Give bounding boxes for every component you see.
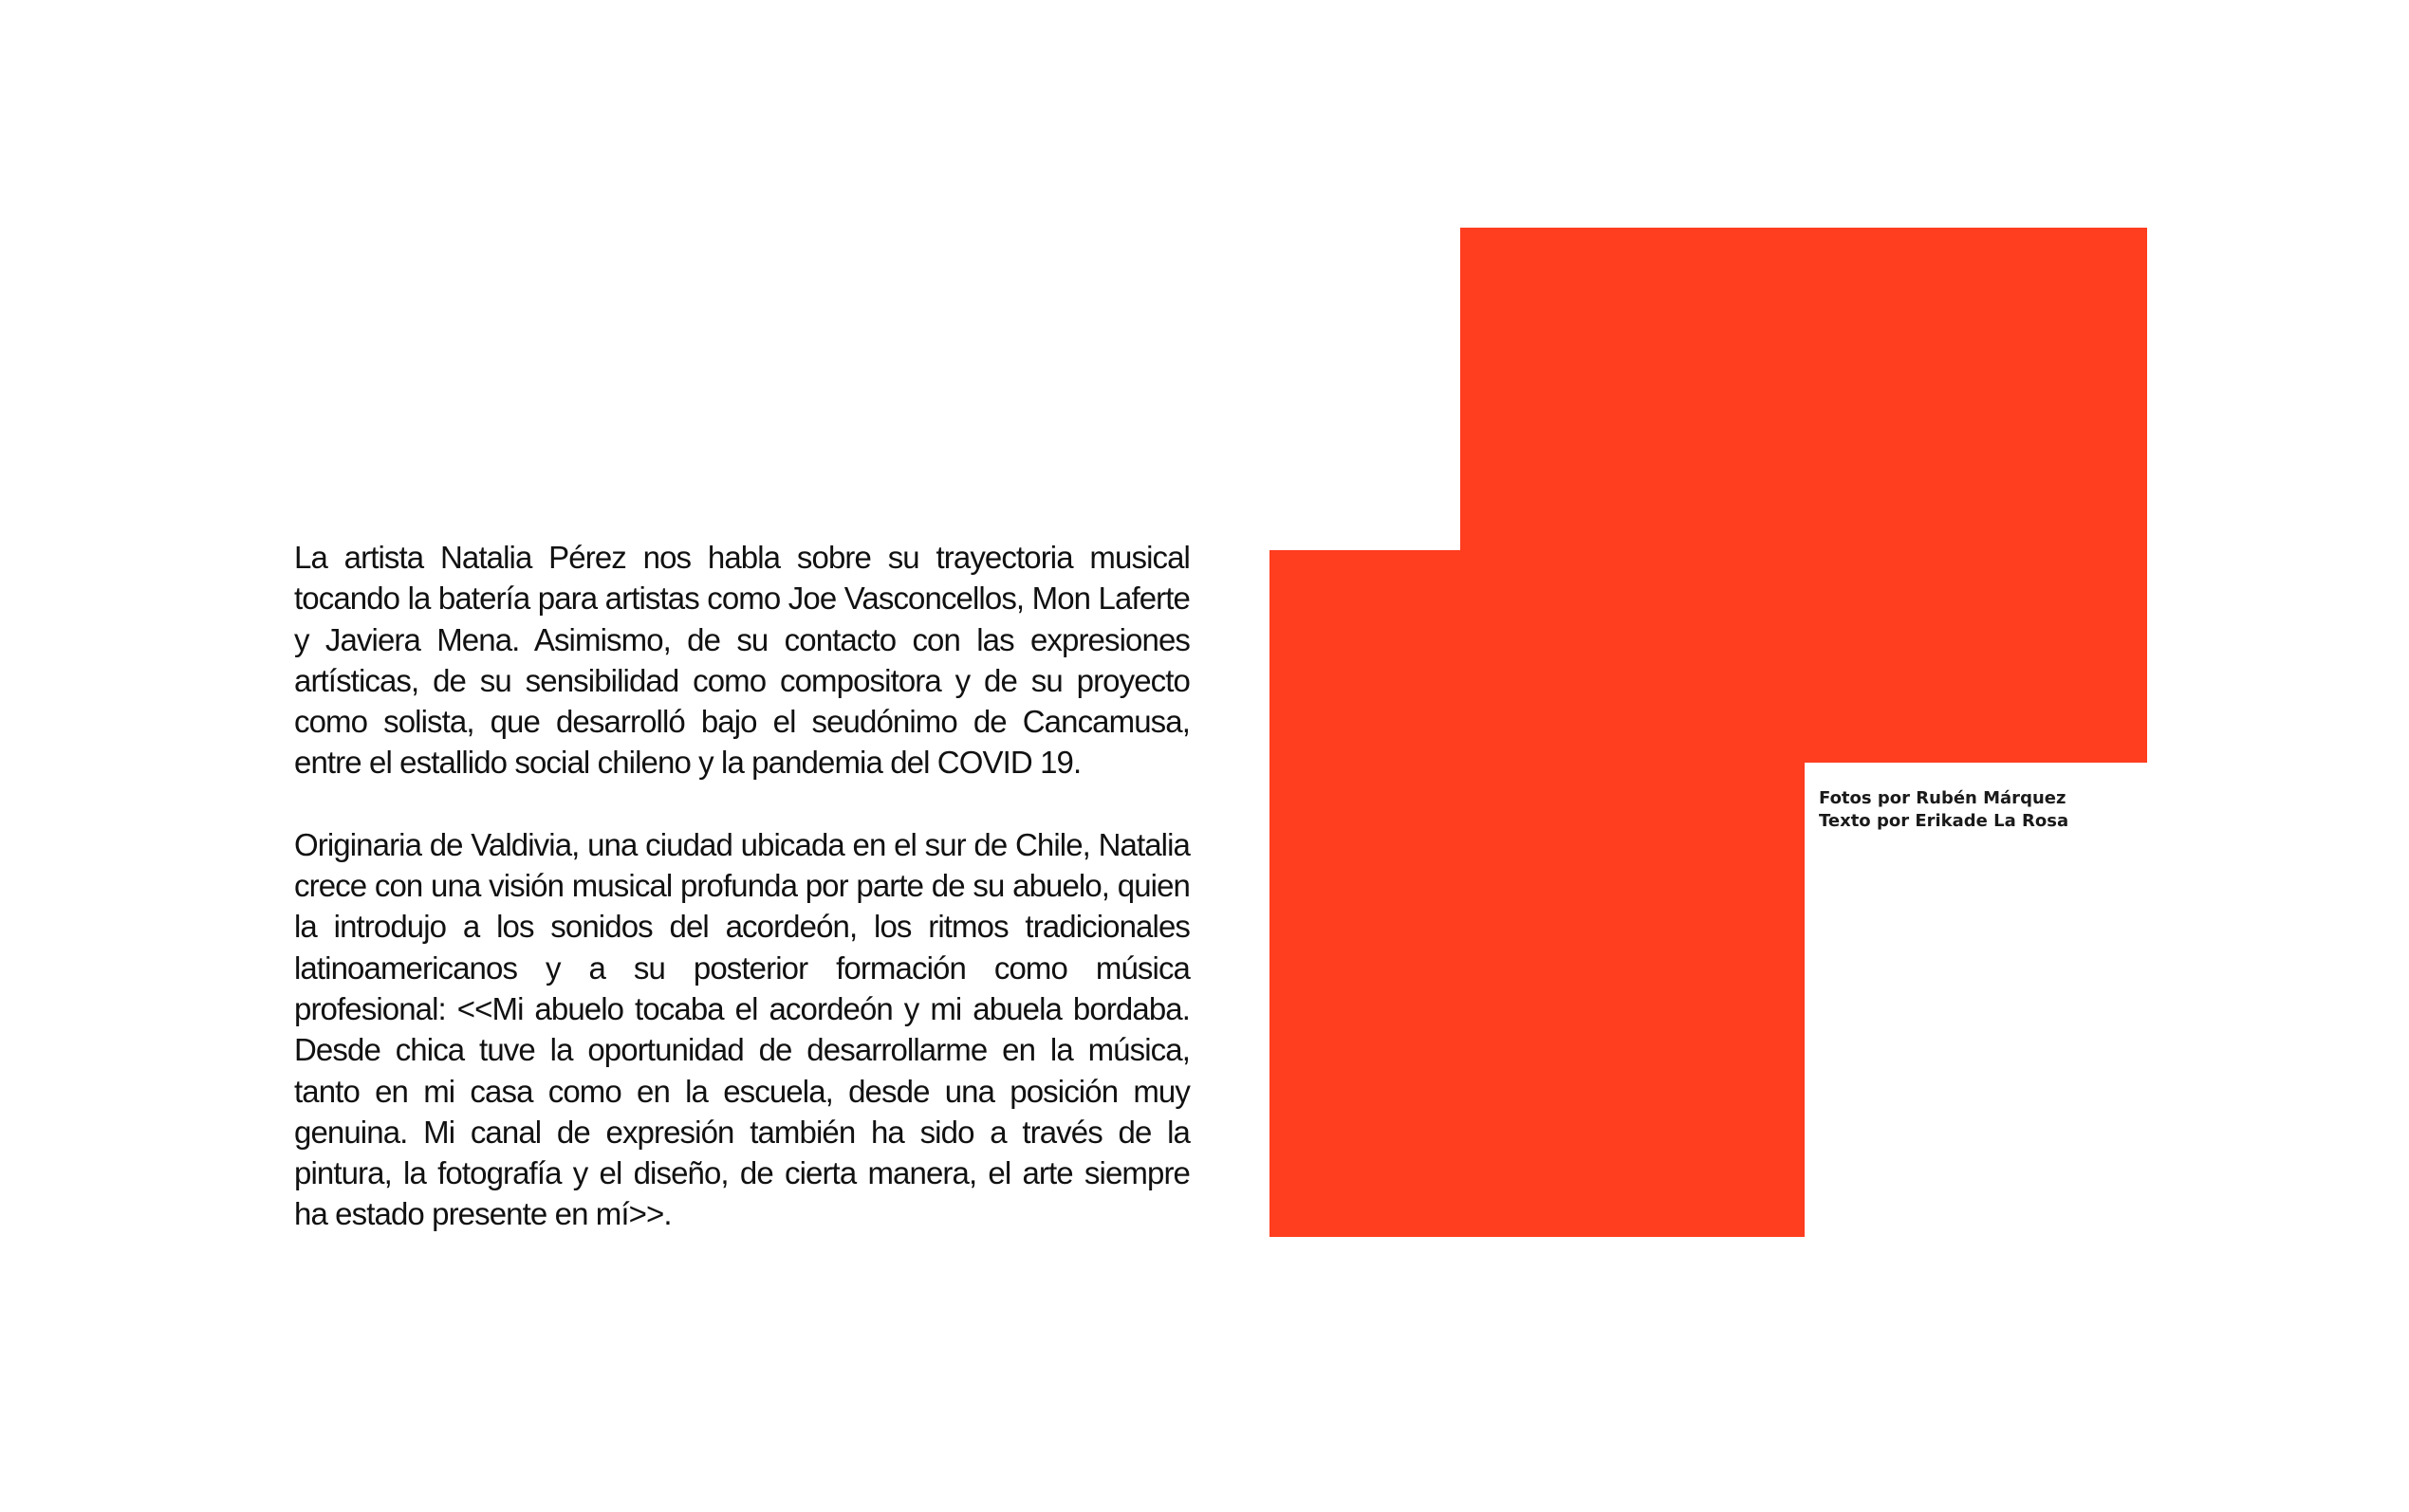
article-paragraph-origin: Originaria de Valdivia, una ciudad ubicada en el sur de Chile, Natalia crece con una visión musical profunda por parte de su abuelo, quien la introdujo a los sonidos del acordeón, los ritmos tradicionales latinoamericanos y a su posterior formación como música profesional: <<Mi abuelo tocaba el acordeón y mi abuela bordaba. Desde chica tuve la oportunidad de desarrollarme en la música, tanto en mi casa como en la escuela, desde una posición muy genuina. Mi canal de expresión también ha sido a través de la pintura, la fotografía y el diseño, de cierta manera, el arte siempre ha estado presente en mí>>. — [294, 826, 1190, 1232]
text-credit: Texto por Erikade La Rosa — [1819, 811, 2069, 831]
photo-credit: Fotos por Rubén Márquez — [1819, 788, 2066, 808]
red-block-bottom — [1269, 550, 1805, 1237]
article-body — [294, 537, 1190, 1235]
credits — [1819, 787, 2068, 833]
article-paragraph-intro: La artista Natalia Pérez nos habla sobre su trayectoria musical tocando la batería para artistas como Joe Vasconcellos, Mon Laferte y Javiera Mena. Asimismo, de su contacto con las expresiones artísticas, de su sensibilidad como compositora y de su proyecto como solista, que desarrolló bajo el seudónimo de Cancamusa, entre el estallido social chileno y la pandemia del COVID 19. — [294, 540, 1190, 781]
